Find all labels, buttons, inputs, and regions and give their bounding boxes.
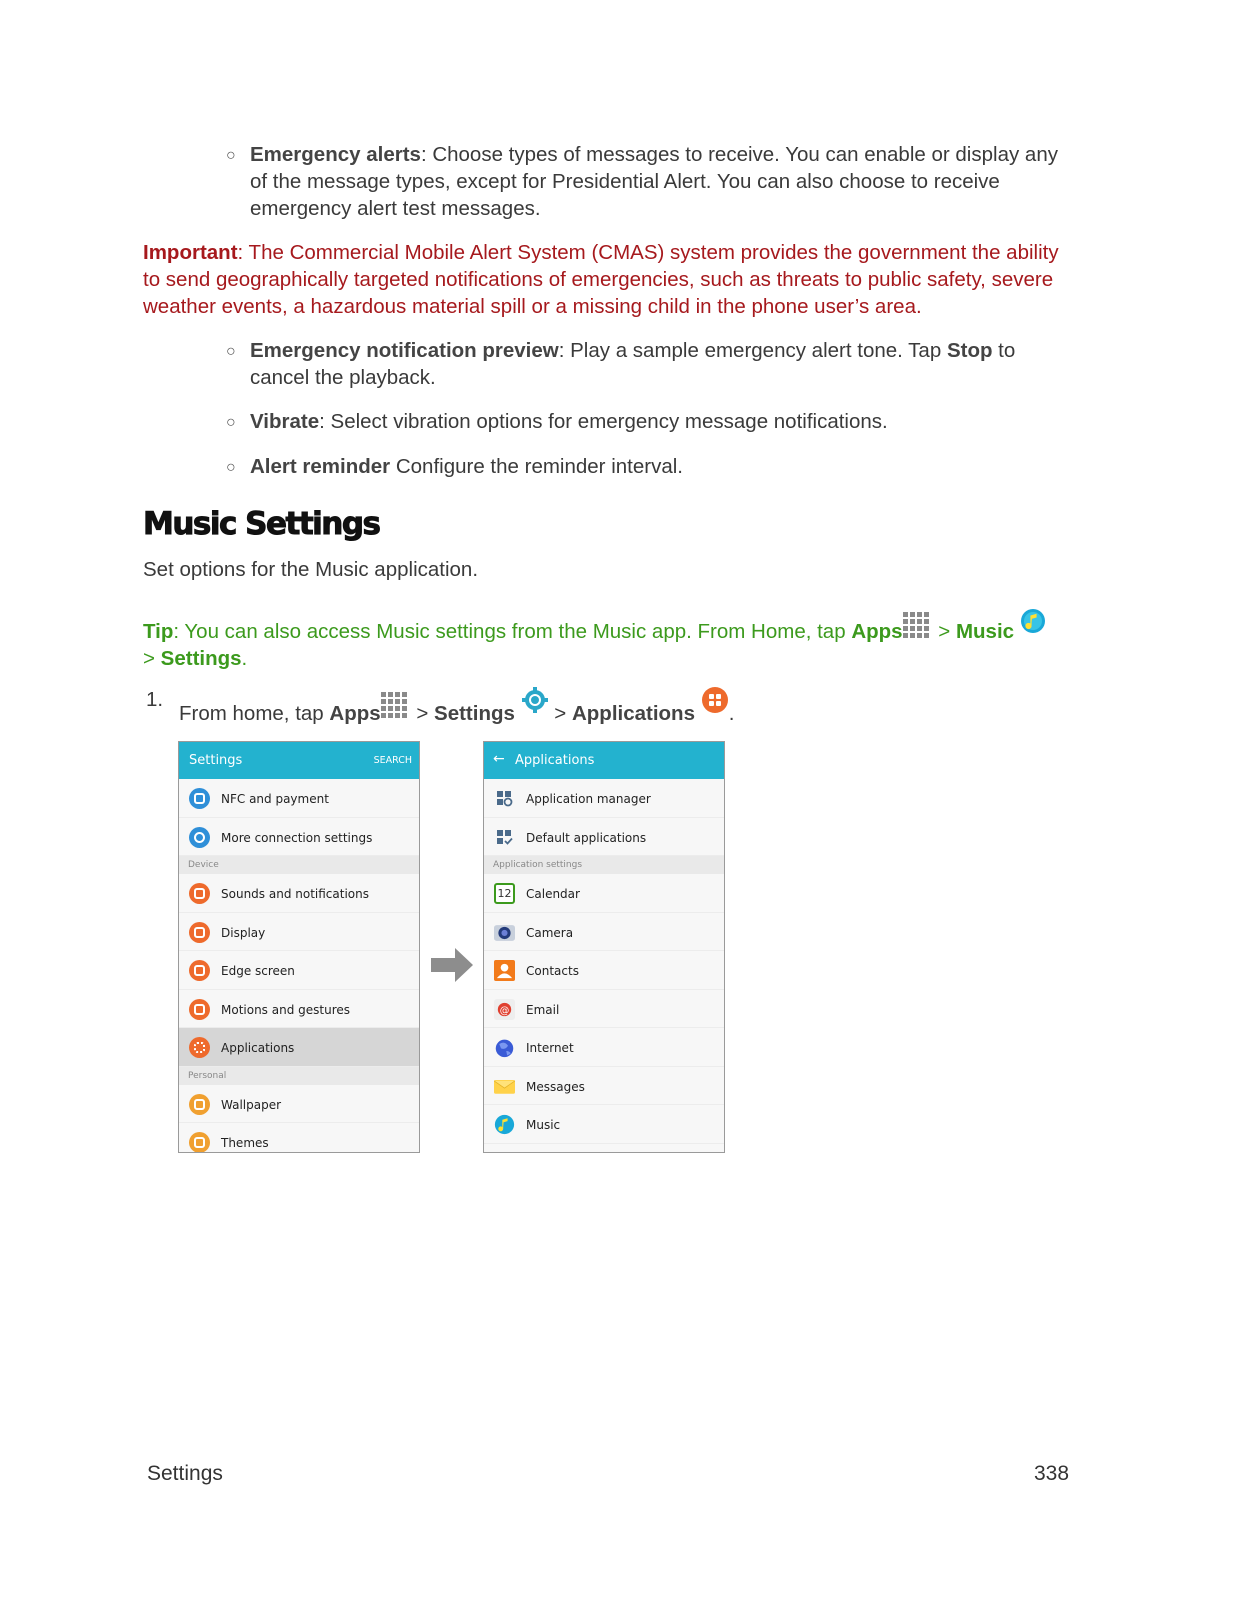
arrow-right-icon	[429, 946, 475, 984]
section-title: Music Settings	[143, 506, 380, 542]
tip-apps: Apps	[851, 620, 903, 643]
bullet-marker: ○	[226, 343, 236, 360]
settings-row-sounds[interactable]	[179, 874, 419, 913]
app-row-label: Internet	[526, 1041, 574, 1055]
section-personal: Personal	[179, 1067, 419, 1085]
step-sep: >	[410, 702, 435, 725]
settings-row-edge-screen[interactable]	[179, 951, 419, 990]
footer-section: Settings	[147, 1462, 223, 1485]
app-row-contacts[interactable]	[484, 951, 724, 990]
applications-icon	[701, 686, 729, 714]
settings-header	[179, 742, 419, 779]
settings-row-label: NFC and payment	[221, 792, 329, 806]
page-number: 338	[1034, 1462, 1070, 1485]
nfc-icon	[189, 788, 210, 809]
tip-sep: >	[932, 620, 956, 643]
settings-row-label: Sounds and notifications	[221, 887, 369, 901]
settings-row-more-connection[interactable]	[179, 818, 419, 857]
bullet-marker: ○	[226, 147, 236, 164]
application-manager-icon	[494, 788, 515, 809]
settings-row-wallpaper[interactable]	[179, 1085, 419, 1124]
app-row-label: Messages	[526, 1079, 585, 1094]
tip-sep: >	[143, 647, 161, 670]
important-note	[143, 239, 1073, 320]
important-label: Important	[143, 241, 238, 264]
settings-row-label: Wallpaper	[221, 1097, 282, 1112]
bullet-text: Configure the reminder interval.	[390, 455, 683, 478]
music-icon	[1020, 608, 1046, 634]
section-intro: Set options for the Music application.	[143, 558, 479, 581]
partial-app-icon	[494, 1152, 515, 1154]
app-row-label: Default applications	[526, 830, 647, 845]
camera-icon	[494, 922, 515, 943]
applications-header	[484, 742, 724, 779]
bullet-marker: ○	[226, 459, 236, 476]
important-text: : The Commercial Mobile Alert System (CMAS) system provides the government the ability to send geographically targeted notifications of emergencies, such as threats to public safety, severe weather events, a hazardous material spill or a missing child in the phone user’s area.	[143, 241, 1059, 318]
step-settings: Settings	[434, 702, 515, 725]
app-row-label: Music	[526, 1118, 561, 1132]
step-apps: Apps	[329, 702, 381, 725]
app-row-label: Camera	[526, 925, 574, 940]
step-sep: >	[548, 702, 572, 725]
tip-settings: Settings	[160, 647, 242, 670]
settings-row-applications[interactable]	[179, 1028, 419, 1067]
step-number: 1.	[146, 688, 164, 711]
applications-icon	[189, 1037, 210, 1058]
app-row-messages[interactable]	[484, 1067, 724, 1106]
section-application-settings: Application settings	[484, 856, 724, 874]
app-row-default-applications[interactable]	[484, 818, 724, 857]
bullet-term: Emergency notification preview	[250, 339, 559, 362]
connection-icon	[189, 827, 210, 848]
app-row-email[interactable]	[484, 990, 724, 1029]
messages-icon	[494, 1076, 515, 1097]
section-device: Device	[179, 856, 419, 874]
step-end: .	[728, 702, 735, 725]
app-row-label: Email	[526, 1002, 560, 1017]
stop-term: Stop	[946, 339, 993, 362]
gear-icon	[521, 686, 549, 714]
settings-search-button[interactable]: SEARCH	[373, 755, 412, 766]
step-text: From home, tap	[179, 702, 330, 725]
app-row-partial	[484, 1144, 724, 1154]
app-row-label: Application manager	[526, 792, 651, 806]
settings-row-label: Applications	[221, 1041, 295, 1055]
bullet-marker: ○	[226, 414, 236, 431]
app-row-calendar[interactable]	[484, 874, 724, 913]
internet-icon	[494, 1037, 515, 1058]
tip-note	[143, 608, 1083, 672]
app-row-label: Contacts	[526, 964, 579, 978]
contacts-icon	[494, 960, 515, 981]
bullet-term: Emergency alerts	[250, 143, 421, 166]
email-icon	[494, 999, 515, 1020]
svg-text:@: @	[499, 1004, 510, 1016]
settings-row-label: Display	[221, 925, 266, 940]
bullet-alert-reminder	[250, 453, 1080, 480]
themes-icon	[189, 1132, 210, 1153]
app-row-camera[interactable]	[484, 913, 724, 952]
bullet-text: : Select vibration options for emergency message notifications.	[319, 410, 888, 433]
settings-row-label: More connection settings	[221, 830, 373, 845]
step-1	[179, 686, 879, 727]
motions-icon	[189, 999, 210, 1020]
applications-screen	[483, 741, 725, 1153]
display-icon	[189, 922, 210, 943]
settings-row-themes[interactable]	[179, 1123, 419, 1153]
tip-text: : You can also access Music settings from the Music app. From Home, tap	[173, 620, 852, 643]
apps-grid-icon	[381, 692, 411, 718]
bullet-text: : Play a sample emergency alert tone. Tap	[558, 339, 947, 362]
wallpaper-icon	[189, 1094, 210, 1115]
calendar-icon: 12	[494, 883, 515, 904]
settings-row-display[interactable]	[179, 913, 419, 952]
settings-screen	[178, 741, 420, 1153]
tip-music: Music	[955, 620, 1015, 643]
bullet-text: to cancel the playback.	[250, 339, 1016, 389]
tip-label: Tip	[143, 620, 174, 643]
app-row-internet[interactable]	[484, 1028, 724, 1067]
apps-grid-icon	[903, 612, 933, 638]
settings-row-nfc[interactable]	[179, 779, 419, 818]
applications-header-title: Applications	[515, 753, 595, 768]
step-applications: Applications	[571, 702, 695, 725]
bullet-term: Vibrate	[250, 410, 320, 433]
app-row-label: Calendar	[526, 887, 580, 901]
app-row-music[interactable]	[484, 1105, 724, 1144]
bullet-emergency-alerts	[250, 141, 1080, 222]
settings-row-motions[interactable]	[179, 990, 419, 1029]
settings-row-label: Edge screen	[221, 964, 295, 978]
bullet-text: : Choose types of messages to receive. You can enable or display any of the message types, except for Presidential Alert. You can also choose to receive emergency alert test messages.	[250, 143, 1058, 220]
edge-screen-icon	[189, 960, 210, 981]
default-applications-icon	[494, 827, 515, 848]
tip-end: .	[241, 647, 248, 670]
bullet-term: Alert reminder	[250, 455, 391, 478]
bullet-vibrate	[250, 408, 1080, 435]
settings-row-label: Motions and gestures	[221, 1002, 351, 1017]
music-icon	[494, 1114, 515, 1135]
settings-header-title: Settings	[189, 753, 243, 768]
bullet-notification-preview	[250, 337, 1080, 391]
settings-row-label: Themes	[221, 1136, 269, 1150]
back-arrow-icon[interactable]: ←	[493, 751, 505, 767]
app-row-application-manager[interactable]	[484, 779, 724, 818]
sound-icon	[189, 883, 210, 904]
